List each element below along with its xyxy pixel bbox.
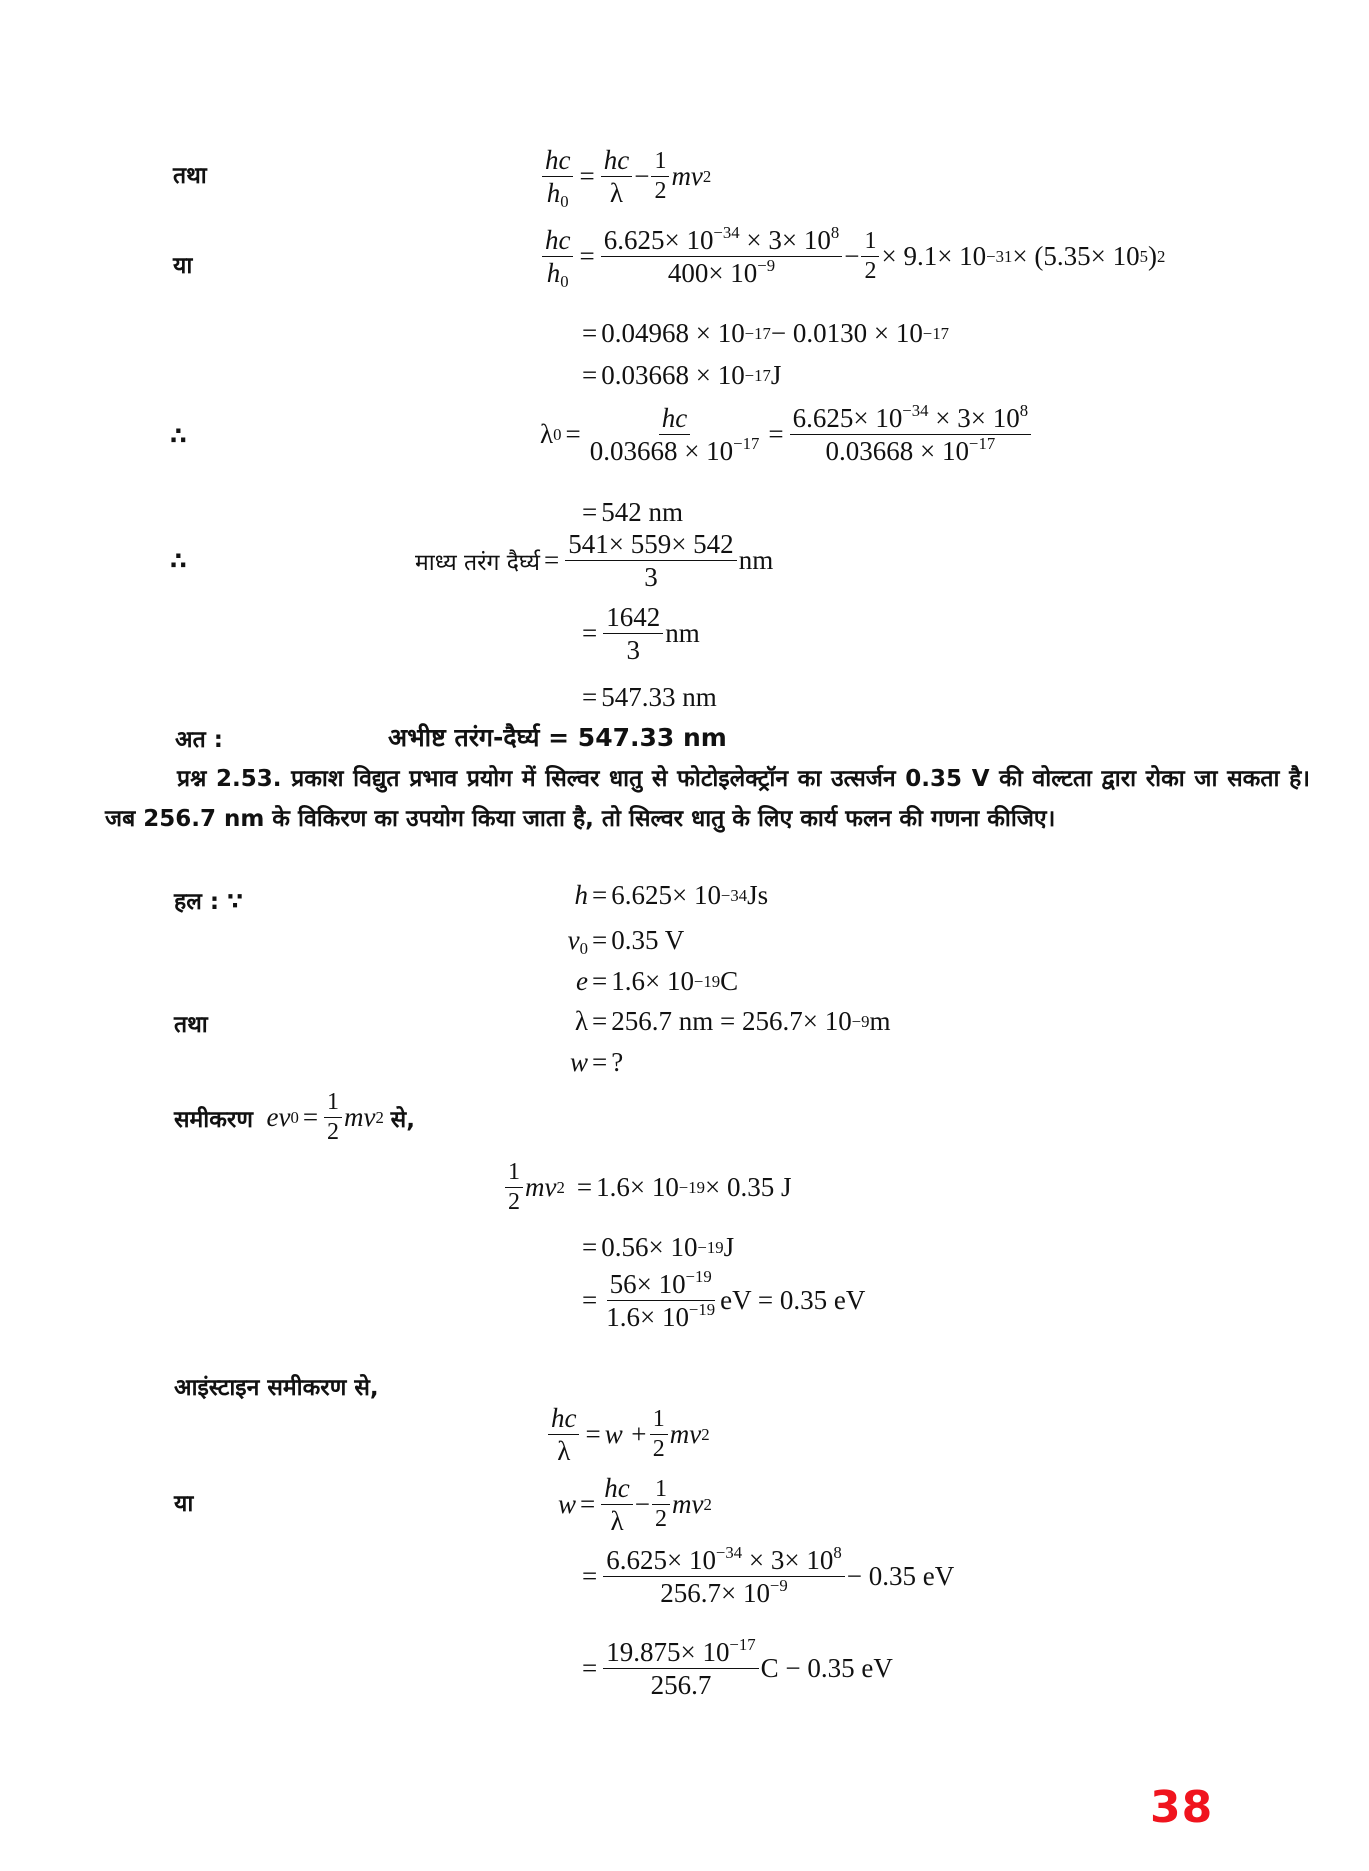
value: 0.56× 10 [601,1232,698,1262]
unit: m [869,1006,891,1036]
frac-denominator: 2 [654,178,667,205]
frac-numerator: hc [603,145,630,175]
variable: h [574,880,588,910]
unit: Js [747,880,769,910]
equation-ke: $\frac{1}{2}$ mv 2 = 1.6× 10 −19 × 0.35 J [503,1160,792,1215]
equation-step: = $\frac{1642}{3}$ nm [582,602,700,666]
conclusion-label: अत : [175,727,223,753]
term: ) [1147,241,1157,272]
frac-denominator: λ [609,178,623,209]
superscript: 8 [833,1543,842,1563]
value: eV = 0.35 eV [720,1285,866,1316]
frac-numerator: hc [545,225,571,255]
equation-step: = $\frac{19.875\times 10^{-17}}{256.7}$ C − 0.35 eV [582,1635,893,1701]
frac-numerator: hc [604,1473,630,1503]
term: w + [604,1419,648,1450]
frac-denominator: λ [557,1436,571,1467]
given-w: w = ? [569,1047,624,1077]
frac-numerator-b: × 3× 10 [739,225,831,255]
frac-denominator: λ [610,1506,624,1537]
unit: nm [738,545,774,576]
frac-numerator: hc [551,1403,577,1433]
subscript: 0 [560,192,569,212]
equation-substitution: $\frac{hc}{h_0}$ = $\frac{6.625\times 10^{-34} \times 3\times 10^8}{400\times 10^{-9}}$ − $\frac{1}{2}$ × 9.1× 10 −31 × (5.35× 10 5 ) 2 [540,226,1165,288]
unit: C [720,966,739,996]
given-v0: $v_0$ = 0.35 V [567,925,685,959]
subscript: 0 [560,272,569,292]
frac-numerator: 1 [652,1477,670,1505]
unit: J [723,1232,735,1262]
therefore-symbol: ∴ [170,547,187,575]
connector-label: या [173,253,193,279]
unit: J [770,360,782,390]
superscript: −9 [757,256,776,276]
term: mv [669,1419,702,1450]
superscript: −19 [685,1267,712,1287]
conclusion-answer: अभीष्ट तरंग-दैर्घ्य = 547.33 nm [388,723,727,752]
superscript: −17 [733,434,760,454]
frac-denominator: 2 [508,1189,520,1216]
lambda: λ [540,419,554,450]
solution-label: हल : ∵ [174,889,244,915]
term: 0.03668 × 10 [601,360,745,390]
term: mv [525,1172,557,1203]
mean-wavelength-label: माध्य तरंग दैर्घ्य [415,549,540,576]
subscript: 0 [579,939,588,959]
equation-step: = 0.03668 × 10 −17 J [582,360,782,390]
frac-denominator: 2 [327,1119,340,1146]
superscript: 8 [830,223,840,243]
frac-denominator: 2 [652,1436,665,1463]
value: 256.7 nm = 256.7× 10 [611,1006,852,1036]
frac-denominator: h [546,178,561,209]
intro-label: समीकरण [174,1106,253,1133]
term: mv [671,1489,704,1520]
value: 0.35 V [611,925,685,955]
connector-label: या [174,1491,194,1517]
term: mv [671,161,703,192]
result-value: 547.33 nm [601,682,717,712]
superscript: 8 [1019,401,1029,421]
page-number: 38 [1150,1782,1214,1833]
frac-numerator: 1 [651,149,669,177]
variable: w [558,1489,577,1520]
term: × (5.35× 10 [1012,241,1140,272]
superscript: −17 [969,434,996,454]
minus-sign: − [844,241,860,272]
equation-threshold: $\frac{hc}{h_0}$ = $\frac{hc}{\lambda}$ − $\frac{1}{2}$ mv 2 [540,146,711,208]
frac-numerator-b: × 3× 10 [742,1545,834,1575]
frac-numerator: 1642 [603,603,663,634]
frac-numerator-b: × 3× 10 [928,403,1020,433]
question-paragraph: प्रश्न 2.53. प्रकाश विद्युत प्रभाव प्रयोग में सिल्वर धातु से फोटोइलेक्ट्रॉन का उत्सर्जन 0.35 V की वोल्टता द्वारा रोका जा सकता है। जब 256.7 nm के विकिरण का उपयोग किया जाता है, तो सिल्वर धातु के लिए कार्य फलन की गणना कीजिए। [105,766,1310,832]
frac-numerator: 56× 10 [609,1269,686,1299]
value: ? [611,1047,624,1077]
frac-denominator: 0.03668 × 10 [825,436,970,467]
superscript: −9 [769,1576,788,1596]
frac-denominator: 2 [654,1506,667,1533]
frac-denominator: 256.7 [650,1670,712,1701]
variable: v [567,925,580,955]
frac-denominator: 3 [644,562,658,593]
frac-denominator: h [546,258,561,289]
equation-step: = $\frac{6.625\times 10^{-34} \times 3\times 10^8}{256.7\times 10^{-9}}$ − 0.35 eV [582,1543,955,1609]
frac-denominator: 1.6× 10 [606,1302,689,1333]
given-h: h = 6.625× 10 −34 Js [574,880,769,910]
variable: w [569,1047,588,1077]
value: − 0.35 eV [846,1561,955,1592]
intro-suffix: से, [390,1106,415,1133]
frac-numerator-a: 6.625× 10 [792,403,903,433]
frac-numerator: 1 [324,1090,342,1118]
minus-sign: − [634,161,650,192]
term: 0.04968 × 10 [601,318,745,348]
frac-numerator-a: 6.625× 10 [603,225,714,255]
term: mv [344,1102,376,1133]
frac-denominator: 256.7× 10 [660,1578,770,1609]
connector-label: तथा [174,1012,208,1038]
equation-step: = 0.56× 10 −19 J [582,1232,735,1262]
superscript: −34 [713,223,740,243]
equation-work-function: w = $\frac{hc}{\lambda}$ − $\frac{1}{2}$ mv 2 [558,1473,712,1537]
frac-numerator: hc [545,145,571,175]
variable: e [576,966,588,996]
frac-numerator: 541× 559× 542 [565,530,736,561]
frac-numerator-a: 6.625× 10 [606,1545,716,1575]
variable: ev [266,1102,291,1133]
minus-sign: − [634,1489,650,1520]
therefore-symbol: ∴ [170,422,187,450]
value: × 0.35 J [705,1172,792,1203]
frac-numerator: 19.875× 10 [606,1637,730,1667]
value: 1.6× 10 [596,1172,679,1203]
einstein-label: आइंस्टाइन समीकरण से, [174,1375,379,1401]
result-value: 542 nm [601,497,683,527]
equation-result: = 547.33 nm [582,682,717,712]
frac-numerator: 1 [861,229,879,257]
equation-result: = 542 nm [582,497,683,527]
value: 6.625× 10 [611,880,721,910]
equation-step: = $\frac{56\times 10^{-19}}{1.6\times 10^{-19}}$ eV = 0.35 eV [582,1267,866,1333]
equation-einstein: $\frac{hc}{\lambda}$ = w + $\frac{1}{2}$ mv 2 [546,1404,710,1466]
connector-label: तथा [173,163,207,189]
term: − 0.0130 × 10 [770,318,923,348]
variable: λ [574,1006,588,1036]
term: × 9.1× 10 [881,241,987,272]
superscript: −34 [715,1543,743,1563]
given-lambda: λ = 256.7 nm = 256.7× 10 −9 m [574,1006,891,1036]
equation-step: = 0.04968 × 10 −17 − 0.0130 × 10 −17 [582,318,950,348]
frac-numerator: hc [661,403,688,433]
superscript: −19 [688,1300,716,1320]
equation-mean-wavelength: माध्य तरंग दैर्घ्य = $\frac{541\times 559\times 542}{3}$ nm [415,529,774,593]
value: C − 0.35 eV [760,1653,893,1684]
frac-numerator: 1 [505,1160,523,1188]
superscript: −34 [902,401,929,421]
equation-threshold-wavelength: λ 0 = $\frac{hc}{0.03668 \times 10^{-17}}$ = $\frac{6.625\times 10^{-34} \times 3\times 10^8}{0.03668 \times 10^{-17}}$ [540,404,1033,466]
given-e: e = 1.6× 10 −19 C [576,966,739,996]
frac-denominator: 0.03668 × 10 [589,436,734,467]
unit: nm [665,618,700,649]
value: 1.6× 10 [611,966,694,996]
frac-denominator: 3 [626,635,640,666]
superscript: −17 [729,1635,756,1655]
equation-intro: समीकरण ev 0 = $\frac{1}{2}$ mv 2 से, [174,1089,415,1146]
frac-numerator: 1 [650,1407,668,1435]
frac-denominator: 400× 10 [667,258,758,289]
frac-denominator: 2 [864,258,877,285]
